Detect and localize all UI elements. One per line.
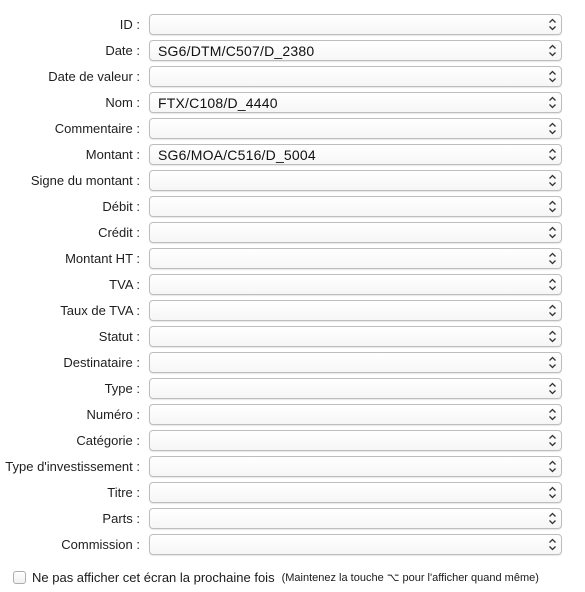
field-label-date-de-valeur: Date de valeur :: [48, 68, 140, 84]
field-label-nom: Nom :: [105, 94, 140, 110]
up-down-chevron-icon: [548, 225, 557, 240]
date-select-value: SG6/DTM/C507/D_2380: [158, 42, 315, 59]
field-label-categorie: Catégorie :: [76, 432, 140, 448]
type-d-investissement-select[interactable]: [149, 456, 562, 477]
field-label-taux-de-tva: Taux de TVA :: [60, 302, 140, 318]
montant-ht-select[interactable]: [149, 248, 562, 269]
field-row-montant-ht: [0, 245, 585, 271]
field-row-taux-de-tva: [0, 297, 585, 323]
field-label-id: ID :: [119, 16, 140, 32]
field-label-numero: Numéro :: [86, 406, 140, 422]
dont-show-again-label[interactable]: Ne pas afficher cet écran la prochaine fois: [32, 570, 275, 585]
field-row-type: [0, 375, 585, 401]
field-label-titre: Titre :: [107, 484, 140, 500]
up-down-chevron-icon: [548, 43, 557, 58]
field-label-parts: Parts :: [102, 510, 140, 526]
field-row-numero: [0, 401, 585, 427]
titre-select[interactable]: [149, 482, 562, 503]
up-down-chevron-icon: [548, 17, 557, 32]
up-down-chevron-icon: [548, 251, 557, 266]
categorie-select[interactable]: [149, 430, 562, 451]
field-label-debit: Débit :: [102, 198, 140, 214]
field-row-tva: [0, 271, 585, 297]
commission-select[interactable]: [149, 534, 562, 555]
montant-select[interactable]: [149, 144, 562, 165]
debit-select[interactable]: [149, 196, 562, 217]
up-down-chevron-icon: [548, 199, 557, 214]
up-down-chevron-icon: [548, 485, 557, 500]
tva-select[interactable]: [149, 274, 562, 295]
field-row-id: [0, 11, 585, 37]
field-row-signe-du-montant: [0, 167, 585, 193]
field-label-statut: Statut :: [98, 328, 140, 344]
field-label-commentaire: Commentaire :: [54, 120, 140, 136]
up-down-chevron-icon: [548, 381, 557, 396]
field-row-montant: [0, 141, 585, 167]
field-label-date: Date :: [105, 42, 140, 58]
field-label-type: Type :: [104, 380, 140, 396]
field-label-credit: Crédit :: [98, 224, 140, 240]
signe-du-montant-select[interactable]: [149, 170, 562, 191]
commentaire-select[interactable]: [149, 118, 562, 139]
destinataire-select[interactable]: [149, 352, 562, 373]
up-down-chevron-icon: [548, 121, 557, 136]
field-row-commission: [0, 531, 585, 557]
up-down-chevron-icon: [548, 277, 557, 292]
up-down-chevron-icon: [548, 459, 557, 474]
up-down-chevron-icon: [548, 329, 557, 344]
field-label-tva: TVA :: [109, 276, 140, 292]
montant-select-value: SG6/MOA/C516/D_5004: [158, 146, 316, 163]
field-label-commission: Commission :: [61, 536, 140, 552]
footer-options: [13, 570, 539, 585]
field-row-type-d-investissement: [0, 453, 585, 479]
taux-de-tva-select[interactable]: [149, 300, 562, 321]
field-label-montant: Montant :: [85, 146, 140, 162]
parts-select[interactable]: [149, 508, 562, 529]
field-row-parts: [0, 505, 585, 531]
field-label-signe-du-montant: Signe du montant :: [30, 172, 140, 188]
up-down-chevron-icon: [548, 69, 557, 84]
date-de-valeur-select[interactable]: [149, 66, 562, 87]
field-row-destinataire: [0, 349, 585, 375]
nom-select-value: FTX/C108/D_4440: [158, 94, 278, 111]
dont-show-again-checkbox[interactable]: [13, 571, 26, 584]
up-down-chevron-icon: [548, 173, 557, 188]
numero-select[interactable]: [149, 404, 562, 425]
up-down-chevron-icon: [548, 407, 557, 422]
credit-select[interactable]: [149, 222, 562, 243]
up-down-chevron-icon: [548, 355, 557, 370]
field-row-statut: [0, 323, 585, 349]
field-mapping-form: [0, 11, 585, 557]
up-down-chevron-icon: [548, 303, 557, 318]
field-row-debit: [0, 193, 585, 219]
date-select[interactable]: [149, 40, 562, 61]
id-select[interactable]: [149, 14, 562, 35]
field-label-montant-ht: Montant HT :: [65, 250, 140, 266]
field-row-titre: [0, 479, 585, 505]
field-row-credit: [0, 219, 585, 245]
field-label-destinataire: Destinataire :: [63, 354, 140, 370]
up-down-chevron-icon: [548, 95, 557, 110]
field-row-date-de-valeur: [0, 63, 585, 89]
nom-select[interactable]: [149, 92, 562, 113]
option-key-hint: (Maintenez la touche ⌥ pour l'afficher quand même): [281, 572, 539, 584]
field-row-nom: [0, 89, 585, 115]
up-down-chevron-icon: [548, 147, 557, 162]
field-row-commentaire: [0, 115, 585, 141]
field-row-categorie: [0, 427, 585, 453]
up-down-chevron-icon: [548, 433, 557, 448]
up-down-chevron-icon: [548, 537, 557, 552]
statut-select[interactable]: [149, 326, 562, 347]
type-select[interactable]: [149, 378, 562, 399]
up-down-chevron-icon: [548, 511, 557, 526]
field-row-date: [0, 37, 585, 63]
field-label-type-d-investissement: Type d'investissement :: [5, 458, 140, 474]
